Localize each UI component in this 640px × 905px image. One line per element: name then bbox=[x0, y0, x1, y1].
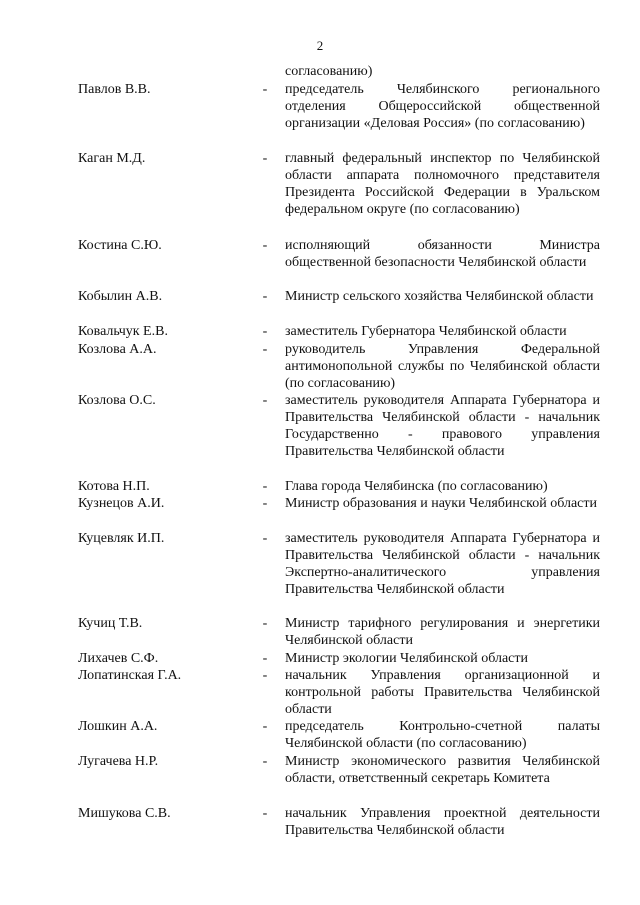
continuation-text: согласованию) bbox=[285, 64, 373, 79]
member-name: Лошкин А.А. bbox=[78, 719, 158, 734]
member-description: начальник Управления проектной деятельности Правительства Челябинской области bbox=[285, 806, 600, 838]
member-dash: - bbox=[262, 238, 268, 253]
member-dash: - bbox=[262, 719, 268, 734]
member-dash: - bbox=[262, 668, 268, 683]
member-name: Кузнецов А.И. bbox=[78, 496, 165, 511]
member-name: Лихачев С.Ф. bbox=[78, 651, 159, 666]
member-name: Кучиц Т.В. bbox=[78, 616, 143, 631]
member-description: начальник Управления организационной и контрольной работы Правительства Челябинской области bbox=[285, 668, 600, 717]
member-name: Лопатинская Г.А. bbox=[78, 668, 182, 683]
member-description: Министр тарифного регулирования и энергетики Челябинской области bbox=[285, 616, 600, 648]
member-name: Мишукова С.В. bbox=[78, 806, 171, 821]
member-description: Глава города Челябинска (по согласованию) bbox=[285, 479, 548, 494]
member-dash: - bbox=[262, 479, 268, 494]
member-dash: - bbox=[262, 616, 268, 631]
member-dash: - bbox=[262, 651, 268, 666]
member-dash: - bbox=[262, 754, 268, 769]
member-name: Козлова О.С. bbox=[78, 393, 156, 408]
member-name: Козлова А.А. bbox=[78, 342, 157, 357]
member-description: исполняющий обязанности Министра общественной безопасности Челябинской области bbox=[285, 238, 600, 270]
member-description: заместитель руководителя Аппарата Губернатора и Правительства Челябинской области - начальник Государственно - правового управления Правительства Челябинской области bbox=[285, 393, 600, 459]
member-description: руководитель Управления Федеральной антимонопольной службы по Челябинской области (по согласованию) bbox=[285, 342, 600, 391]
member-description: Министр сельского хозяйства Челябинской области bbox=[285, 289, 594, 304]
member-description: заместитель руководителя Аппарата Губернатора и Правительства Челябинской области - начальник Экспертно-аналитического управления Правительства Челябинской области bbox=[285, 531, 600, 597]
member-name: Костина С.Ю. bbox=[78, 238, 162, 253]
member-dash: - bbox=[262, 531, 268, 546]
member-name: Павлов В.В. bbox=[78, 82, 151, 97]
member-dash: - bbox=[262, 496, 268, 511]
member-dash: - bbox=[262, 82, 268, 97]
member-name: Котова Н.П. bbox=[78, 479, 150, 494]
member-description: председатель Контрольно-счетной палаты Челябинской области (по согласованию) bbox=[285, 719, 600, 751]
member-description: Министр экологии Челябинской области bbox=[285, 651, 528, 666]
member-name: Лугачева Н.Р. bbox=[78, 754, 159, 769]
member-dash: - bbox=[262, 151, 268, 166]
member-dash: - bbox=[262, 342, 268, 357]
member-description: заместитель Губернатора Челябинской области bbox=[285, 324, 567, 339]
page-number: 2 bbox=[316, 38, 324, 53]
member-description: председатель Челябинского регионального отделения Общероссийской общественной организации «Деловая Россия» (по согласованию) bbox=[285, 82, 600, 131]
member-description: Министр образования и науки Челябинской области bbox=[285, 496, 597, 511]
member-name: Ковальчук Е.В. bbox=[78, 324, 168, 339]
member-name: Куцевляк И.П. bbox=[78, 531, 165, 546]
member-dash: - bbox=[262, 324, 268, 339]
member-description: главный федеральный инспектор по Челябинской области аппарата полномочного представителя Президента Российской Федерации в Уральском федеральном округе (по согласованию) bbox=[285, 151, 600, 217]
member-dash: - bbox=[262, 289, 268, 304]
member-name: Каган М.Д. bbox=[78, 151, 146, 166]
member-dash: - bbox=[262, 393, 268, 408]
member-name: Кобылин А.В. bbox=[78, 289, 163, 304]
member-description: Министр экономического развития Челябинской области, ответственный секретарь Комитета bbox=[285, 754, 600, 786]
member-dash: - bbox=[262, 806, 268, 821]
